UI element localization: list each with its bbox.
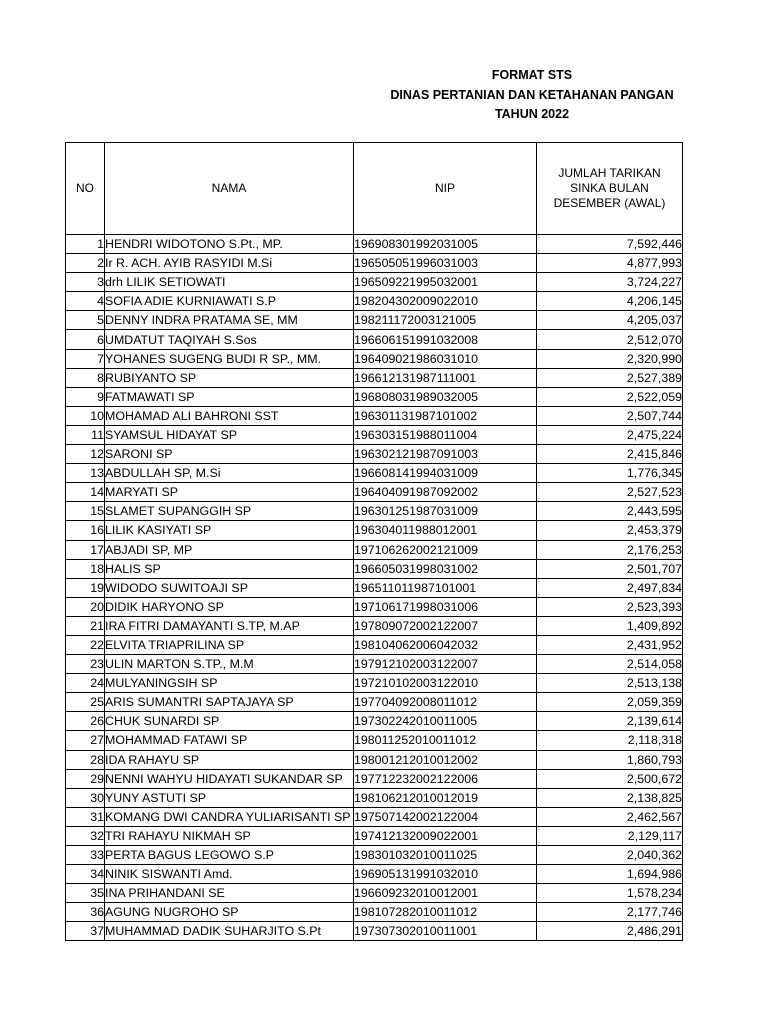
- table-row: [66, 616, 683, 635]
- cell-nama: IRA FITRI DAMAYANTI S.TP, M.AP: [105, 616, 354, 635]
- cell-jumlah: 1,776,345: [537, 464, 683, 483]
- report-title-department: DINAS PERTANIAN DAN KETAHANAN PANGAN: [390, 87, 674, 102]
- cell-nip: 197210102003122010: [354, 674, 537, 693]
- cell-no: 3: [66, 273, 105, 292]
- cell-nip: 196301131987101002: [354, 406, 537, 425]
- cell-no: 26: [66, 712, 105, 731]
- cell-jumlah: 2,139,614: [537, 712, 683, 731]
- cell-nip: 197302242010011005: [354, 712, 537, 731]
- cell-jumlah: 2,443,595: [537, 502, 683, 521]
- cell-nama: SYAMSUL HIDAYAT SP: [105, 425, 354, 444]
- cell-jumlah: 4,206,145: [537, 292, 683, 311]
- cell-jumlah: 2,497,834: [537, 578, 683, 597]
- cell-jumlah: 2,431,952: [537, 635, 683, 654]
- cell-nama: INA PRIHANDANI SE: [105, 884, 354, 903]
- cell-no: 18: [66, 559, 105, 578]
- table-row: [66, 368, 683, 387]
- cell-nip: 196608141994031009: [354, 464, 537, 483]
- cell-nip: 197704092008011012: [354, 693, 537, 712]
- cell-jumlah: 7,592,446: [537, 235, 683, 254]
- cell-nip: 196908301992031005: [354, 235, 537, 254]
- cell-nama: ABDULLAH SP, M.Si: [105, 464, 354, 483]
- cell-nama: MOHAMAD ALI BAHRONI SST: [105, 406, 354, 425]
- cell-jumlah: 2,522,059: [537, 387, 683, 406]
- table-row: [66, 597, 683, 616]
- table-row: [66, 655, 683, 674]
- table-body: [66, 235, 683, 941]
- cell-nip: 198204302009022010: [354, 292, 537, 311]
- cell-no: 22: [66, 635, 105, 654]
- cell-no: 36: [66, 903, 105, 922]
- cell-nip: 196301251987031009: [354, 502, 537, 521]
- cell-jumlah: 2,320,990: [537, 349, 683, 368]
- cell-no: 6: [66, 330, 105, 349]
- cell-nip: 196606151991032008: [354, 330, 537, 349]
- cell-no: 2: [66, 254, 105, 273]
- cell-nip: 197106171998031006: [354, 597, 537, 616]
- cell-jumlah: 1,860,793: [537, 750, 683, 769]
- cell-no: 9: [66, 387, 105, 406]
- cell-nama: NINIK SISWANTI Amd.: [105, 865, 354, 884]
- cell-nip: 198106212010012019: [354, 788, 537, 807]
- cell-nip: 196302121987091003: [354, 445, 537, 464]
- cell-jumlah: 2,177,746: [537, 903, 683, 922]
- cell-nama: KOMANG DWI CANDRA YULIARISANTI SP: [105, 807, 354, 826]
- cell-jumlah: 2,501,707: [537, 559, 683, 578]
- cell-no: 1: [66, 235, 105, 254]
- cell-no: 31: [66, 807, 105, 826]
- cell-no: 21: [66, 616, 105, 635]
- cell-nama: ULIN MARTON S.TP., M.M: [105, 655, 354, 674]
- table-row: [66, 750, 683, 769]
- cell-no: 34: [66, 865, 105, 884]
- cell-nip: 198001212010012002: [354, 750, 537, 769]
- cell-nama: UMDATUT TAQIYAH S.Sos: [105, 330, 354, 349]
- cell-nip: 196509221995032001: [354, 273, 537, 292]
- cell-no: 24: [66, 674, 105, 693]
- cell-nip: 196605031998031002: [354, 559, 537, 578]
- table-row: [66, 521, 683, 540]
- cell-nip: 196808031989032005: [354, 387, 537, 406]
- cell-jumlah: 2,118,318: [537, 731, 683, 750]
- cell-nama: WIDODO SUWITOAJI SP: [105, 578, 354, 597]
- cell-nama: MOHAMMAD FATAWI SP: [105, 731, 354, 750]
- cell-jumlah: 2,527,523: [537, 483, 683, 502]
- cell-nip: 198011252010011012: [354, 731, 537, 750]
- table-row: [66, 235, 683, 254]
- cell-jumlah: 2,040,362: [537, 846, 683, 865]
- report-title-format: FORMAT STS: [491, 68, 573, 82]
- table-row: [66, 483, 683, 502]
- cell-jumlah: 2,486,291: [537, 922, 683, 941]
- table-row: [66, 254, 683, 273]
- cell-nip: 198301032010011025: [354, 846, 537, 865]
- cell-jumlah: 2,512,070: [537, 330, 683, 349]
- cell-nip: 196409021986031010: [354, 349, 537, 368]
- cell-nip: 197809072002122007: [354, 616, 537, 635]
- cell-nip: 197912102003122007: [354, 655, 537, 674]
- cell-jumlah: 2,176,253: [537, 540, 683, 559]
- cell-no: 11: [66, 425, 105, 444]
- table-row: [66, 292, 683, 311]
- cell-no: 29: [66, 769, 105, 788]
- cell-nip: 196612131987111001: [354, 368, 537, 387]
- cell-no: 23: [66, 655, 105, 674]
- table-row: [66, 578, 683, 597]
- cell-nama: drh LILIK SETIOWATI: [105, 273, 354, 292]
- cell-no: 35: [66, 884, 105, 903]
- cell-nip: 198104062006042032: [354, 635, 537, 654]
- cell-nip: 196511011987101001: [354, 578, 537, 597]
- cell-nip: 196905131991032010: [354, 865, 537, 884]
- table-row: [66, 311, 683, 330]
- cell-nip: 197507142002122004: [354, 807, 537, 826]
- cell-nama: TRI RAHAYU NIKMAH SP: [105, 826, 354, 845]
- table-row: [66, 731, 683, 750]
- table-row: [66, 349, 683, 368]
- cell-no: 32: [66, 826, 105, 845]
- report-title-block: [380, 66, 684, 125]
- cell-nip: 196303151988011004: [354, 425, 537, 444]
- cell-nama: PERTA BAGUS LEGOWO S.P: [105, 846, 354, 865]
- cell-no: 20: [66, 597, 105, 616]
- table-row: [66, 635, 683, 654]
- table-row: [66, 807, 683, 826]
- table-row: [66, 406, 683, 425]
- cell-no: 5: [66, 311, 105, 330]
- cell-no: 8: [66, 368, 105, 387]
- cell-nama: ABJADI SP, MP: [105, 540, 354, 559]
- cell-jumlah: 2,453,379: [537, 521, 683, 540]
- cell-jumlah: 1,578,234: [537, 884, 683, 903]
- table-row: [66, 387, 683, 406]
- cell-nama: HALIS SP: [105, 559, 354, 578]
- cell-jumlah: 2,500,672: [537, 769, 683, 788]
- table-row: [66, 559, 683, 578]
- cell-no: 19: [66, 578, 105, 597]
- cell-nama: MARYATI SP: [105, 483, 354, 502]
- table-row: [66, 273, 683, 292]
- table-row: [66, 826, 683, 845]
- cell-no: 14: [66, 483, 105, 502]
- cell-jumlah: 2,462,567: [537, 807, 683, 826]
- table-row: [66, 674, 683, 693]
- cell-nama: YUNY ASTUTI SP: [105, 788, 354, 807]
- cell-jumlah: 4,205,037: [537, 311, 683, 330]
- cell-no: 12: [66, 445, 105, 464]
- cell-nip: 196404091987092002: [354, 483, 537, 502]
- cell-nama: SARONI SP: [105, 445, 354, 464]
- table-header-row: [66, 143, 683, 235]
- cell-no: 16: [66, 521, 105, 540]
- header-jumlah: JUMLAH TARIKAN SINKA BULAN DESEMBER (AWAL): [537, 143, 683, 235]
- cell-jumlah: 1,409,892: [537, 616, 683, 635]
- cell-jumlah: 2,514,058: [537, 655, 683, 674]
- table-row: [66, 788, 683, 807]
- cell-nama: DENNY INDRA PRATAMA SE, MM: [105, 311, 354, 330]
- table-row: [66, 445, 683, 464]
- cell-no: 10: [66, 406, 105, 425]
- cell-nama: AGUNG NUGROHO SP: [105, 903, 354, 922]
- cell-nip: 197712232002122006: [354, 769, 537, 788]
- cell-nip: 196609232010012001: [354, 884, 537, 903]
- table-row: [66, 903, 683, 922]
- table-row: [66, 884, 683, 903]
- cell-nama: HENDRI WIDOTONO S.Pt., MP.: [105, 235, 354, 254]
- cell-nama: Ir R. ACH. AYIB RASYIDI M.Si: [105, 254, 354, 273]
- cell-nip: 198211172003121005: [354, 311, 537, 330]
- cell-nama: DIDIK HARYONO SP: [105, 597, 354, 616]
- cell-nama: MULYANINGSIH SP: [105, 674, 354, 693]
- cell-nama: CHUK SUNARDI SP: [105, 712, 354, 731]
- table-row: [66, 425, 683, 444]
- cell-nama: LILIK KASIYATI SP: [105, 521, 354, 540]
- cell-nip: 197307302010011001: [354, 922, 537, 941]
- cell-nip: 198107282010011012: [354, 903, 537, 922]
- cell-jumlah: 2,513,138: [537, 674, 683, 693]
- cell-nama: YOHANES SUGENG BUDI R SP., MM.: [105, 349, 354, 368]
- cell-jumlah: 2,059,359: [537, 693, 683, 712]
- cell-nama: IDA RAHAYU SP: [105, 750, 354, 769]
- cell-jumlah: 2,527,389: [537, 368, 683, 387]
- cell-nama: SLAMET SUPANGGIH SP: [105, 502, 354, 521]
- cell-jumlah: 2,475,224: [537, 425, 683, 444]
- sts-table: [65, 142, 683, 941]
- table-row: [66, 540, 683, 559]
- cell-nama: ARIS SUMANTRI SAPTAJAYA SP: [105, 693, 354, 712]
- cell-no: 17: [66, 540, 105, 559]
- header-no: NO: [66, 143, 105, 235]
- cell-nama: FATMAWATI SP: [105, 387, 354, 406]
- header-nip: NIP: [354, 143, 537, 235]
- table-row: [66, 769, 683, 788]
- cell-no: 4: [66, 292, 105, 311]
- header-nama: NAMA: [105, 143, 354, 235]
- table-row: [66, 502, 683, 521]
- table-row: [66, 330, 683, 349]
- table-row: [66, 865, 683, 884]
- cell-nama: ELVITA TRIAPRILINA SP: [105, 635, 354, 654]
- cell-no: 33: [66, 846, 105, 865]
- report-title-year: TAHUN 2022: [494, 107, 570, 121]
- cell-nama: SOFIA ADIE KURNIAWATI S.P: [105, 292, 354, 311]
- cell-no: 7: [66, 349, 105, 368]
- cell-jumlah: 1,694,986: [537, 865, 683, 884]
- cell-no: 27: [66, 731, 105, 750]
- cell-nip: 197106262002121009: [354, 540, 537, 559]
- table-row: [66, 846, 683, 865]
- cell-jumlah: 2,507,744: [537, 406, 683, 425]
- cell-jumlah: 2,138,825: [537, 788, 683, 807]
- cell-jumlah: 4,877,993: [537, 254, 683, 273]
- cell-no: 25: [66, 693, 105, 712]
- cell-nama: MUHAMMAD DADIK SUHARJITO S.Pt: [105, 922, 354, 941]
- table-row: [66, 712, 683, 731]
- cell-nama: RUBIYANTO SP: [105, 368, 354, 387]
- table-row: [66, 922, 683, 941]
- cell-no: 15: [66, 502, 105, 521]
- cell-no: 37: [66, 922, 105, 941]
- cell-jumlah: 3,724,227: [537, 273, 683, 292]
- table-row: [66, 464, 683, 483]
- cell-no: 30: [66, 788, 105, 807]
- table-row: [66, 693, 683, 712]
- cell-nip: 196505051996031003: [354, 254, 537, 273]
- cell-jumlah: 2,129,117: [537, 826, 683, 845]
- cell-jumlah: 2,415,846: [537, 445, 683, 464]
- cell-nip: 197412132009022001: [354, 826, 537, 845]
- cell-jumlah: 2,523,393: [537, 597, 683, 616]
- cell-nip: 196304011988012001: [354, 521, 537, 540]
- cell-nama: NENNI WAHYU HIDAYATI SUKANDAR SP: [105, 769, 354, 788]
- cell-no: 13: [66, 464, 105, 483]
- cell-no: 28: [66, 750, 105, 769]
